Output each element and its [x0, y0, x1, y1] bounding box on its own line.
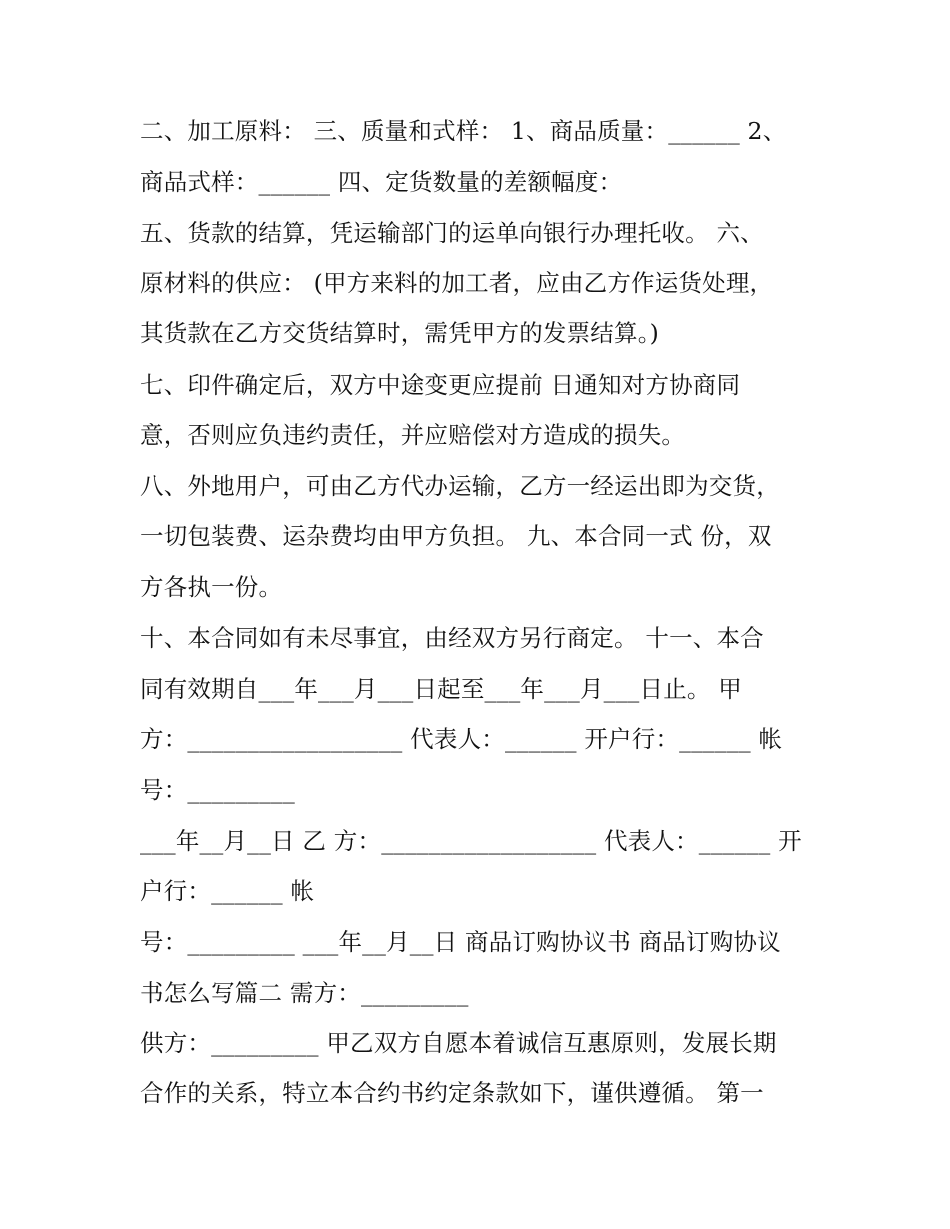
text-line: 同有效期自___年___月___日起至___年___月___日止。 甲 [140, 675, 742, 703]
text-line: 原材料的供应： (甲方来料的加工者，应由乙方作运货处理， [140, 269, 774, 297]
text-line: 商品式样：______ 四、定货数量的差额幅度： [140, 168, 623, 196]
text-line: 七、印件确定后，双方中途变更应提前 日通知对方协商同 [140, 371, 741, 399]
text-line: 供方：_________ 甲乙双方自愿本着诚信互惠原则，发展长期 [140, 1029, 777, 1057]
text-line: 方各执一份。 [140, 573, 283, 601]
text-line: 户行：______ 帐 [140, 877, 315, 905]
text-line: 意，否则应负违约责任，并应赔偿对方造成的损失。 [140, 421, 686, 449]
text-line: 方：__________________ 代表人：______ 开户行：______ 帐 [140, 725, 783, 753]
text-line: 十、本合同如有未尽事宜，由经双方另行商定。 十一、本合 [140, 624, 764, 652]
text-line: 号：_________ [140, 776, 295, 804]
text-line: 八、外地用户，可由乙方代办运输，乙方一经运出即为交货， [140, 472, 780, 500]
text-line: 一切包装费、运杂费均由甲方负担。 九、本合同一式 份，双 [140, 522, 772, 550]
text-line: 五、货款的结算，凭运输部门的运单向银行办理托收。 六、 [140, 219, 764, 247]
text-line: 号：_________ ___年__月__日 商品订购协议书 商品订购协议 [140, 928, 781, 956]
text-line: 书怎么写篇二 需方：_________ [140, 979, 469, 1007]
text-line: ___年__月__日 乙 方：__________________ 代表人：______ 开 [140, 827, 802, 855]
text-line: 二、加工原料： 三、质量和式样： 1、商品质量：______ 2、 [140, 117, 787, 145]
text-line: 其货款在乙方交货结算时，需凭甲方的发票结算。) [140, 319, 660, 347]
text-line: 合作的关系，特立本合约书约定条款如下，谨供遵循。 第一 [140, 1079, 764, 1107]
